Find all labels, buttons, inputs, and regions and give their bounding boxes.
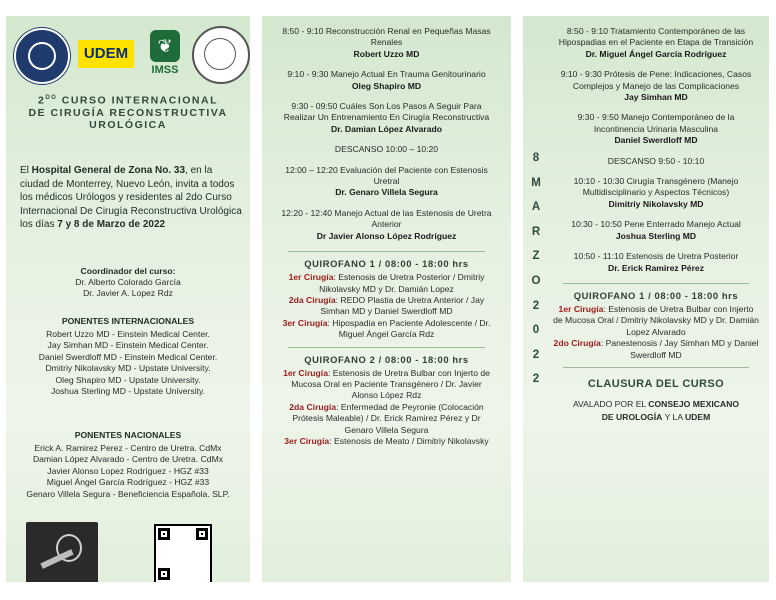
urology-college-seal-icon xyxy=(192,26,250,84)
surgery-label: 1er Cirugía xyxy=(558,303,604,314)
coordinator-block xyxy=(6,266,250,300)
talk-title: 9:10 - 9:30 Manejo Actual En Trauma Genitourinario xyxy=(287,69,486,80)
speaker-item: Damian López Alvarado - Centro de Uretra. CdMx xyxy=(32,454,224,465)
surgery-item xyxy=(278,436,495,447)
talk-item xyxy=(553,112,759,146)
talk-title: 9:10 - 9:30 Prótesis de Pene: Indicaciones, Casos Complejos y Manejo de las Complicaciones xyxy=(560,69,752,91)
vertical-date-char: A xyxy=(531,201,541,214)
surgery-item xyxy=(278,402,495,436)
surgery-item xyxy=(553,338,759,361)
talk-title: 12:00 – 12:20 Evaluación del Paciente con Estenosis Uretral xyxy=(285,164,488,187)
course-dates: 7 y 8 de Marzo de 2022 xyxy=(57,219,166,230)
national-heading: PONENTES NACIONALES xyxy=(74,430,182,440)
speaker-item: Robert Uzzo MD - Einstein Medical Center. xyxy=(46,329,210,339)
intro-part-1: El xyxy=(20,165,32,176)
course-title xyxy=(6,92,250,131)
day2-program-panel xyxy=(523,16,769,582)
title-line-3: UROLÓGICA xyxy=(89,118,167,131)
speaker-item: Genaro Villela Segura - Beneficiencia Española. SLP. xyxy=(26,488,230,499)
talk-item xyxy=(553,251,759,274)
endorsement-part: Y LA xyxy=(662,411,685,422)
endorsement-org: UDEM xyxy=(684,411,711,422)
quirofano-heading: QUIROFANO 2 / 08:00 - 18:00 hrs xyxy=(304,353,469,365)
talk-title: 10:30 - 10:50 Pene Enterrado Manejo Actual xyxy=(571,219,741,230)
break-time: DESCANSO 9:50 - 10:10 xyxy=(607,155,705,166)
talk-speaker: Dr Javier Alonso López Rodríguez xyxy=(316,230,457,241)
surgery-label: 2do Cirugía xyxy=(553,338,601,349)
talk-title: 10:50 - 11:10 Estenosis de Uretra Posterior xyxy=(573,251,739,262)
vertical-date-char: M xyxy=(531,176,541,189)
surgery-text: : REDO Plastia de Uretra Anterior / Jay Simhan MD y Daniel Swerdloff MD xyxy=(320,294,485,317)
talk-item xyxy=(278,165,495,199)
surgery-text: : Hipospadia en Paciente Adolescente / Dr. Miguel Ángel García Rdz xyxy=(327,317,491,340)
speaker-item: Jay Simhan MD - Einstein Medical Center. xyxy=(47,340,209,351)
talk-item xyxy=(553,69,759,103)
surgery-label: 2da Cirugía xyxy=(289,401,337,412)
national-speakers xyxy=(6,430,250,500)
surgery-item xyxy=(553,304,759,338)
hospital-seal-icon xyxy=(14,28,70,84)
talk-speaker: Joshua Sterling MD xyxy=(615,230,697,241)
divider xyxy=(563,283,749,284)
vertical-date-char: R xyxy=(531,225,541,238)
surgery-text: : Estenosis de Uretra Posterior / Dmitriy Nikolavsky MD y Dr. Damián Lopez xyxy=(319,272,485,294)
talk-speaker: Robert Uzzo MD xyxy=(353,48,420,59)
quirofano-heading: QUIROFANO 1 / 08:00 - 18:00 hrs xyxy=(573,289,739,301)
surgery-label: 2da Cirugía xyxy=(288,294,336,305)
coordinator-name: Dr. Alberto Colorado García xyxy=(75,277,181,287)
speaker-item: Daniel Swerdloff MD - Einstein Medical Center. xyxy=(38,351,218,362)
surgery-label: 3er Cirugía xyxy=(284,435,330,446)
surgery-item xyxy=(278,295,495,318)
coordinator-heading: Coordinador del curso: xyxy=(80,266,176,276)
divider xyxy=(288,251,485,252)
break-time: DESCANSO 10:00 – 10:20 xyxy=(334,144,439,155)
vertical-date-char: 2 xyxy=(532,348,540,361)
surgery-text: : Panestenosis / Jay Simhan MD y Daniel Swerdloff MD xyxy=(600,338,759,360)
closing-title: CLAUSURA DEL CURSO xyxy=(587,377,725,390)
surgery-text: : Estenosis de Uretra Bulbar con Injerto de Mucosa Oral en Paciente Transgénero / Dr. Javier Alonso López Rdz xyxy=(291,367,490,401)
surgery-item xyxy=(278,272,495,295)
talk-speaker: Jay Simhan MD xyxy=(624,92,688,103)
surgery-label: 3er Cirugía xyxy=(282,317,328,328)
quirofano-heading: QUIROFANO 1 / 08:00 - 18:00 hrs xyxy=(304,258,469,270)
surgery-text: : Estenosis de Meato / Dimitriy Nikolavsky xyxy=(329,435,489,446)
talks-list xyxy=(262,26,511,447)
talk-title: 8:50 - 9:10 Reconstrucción Renal en Pequeñas Masas Renales xyxy=(282,26,491,48)
divider xyxy=(288,347,485,348)
vertical-date-char: O xyxy=(531,274,541,287)
talk-title: 12:20 - 12:40 Manejo Actual de las Estenosis de Uretra Anterior xyxy=(281,207,492,230)
speaker-item: Miguel Ángel García Rodríguez - HGZ #33 xyxy=(46,477,210,488)
speaker-item: Erick A. Ramirez Perez - Centro de Uretra. CdMx xyxy=(34,443,222,453)
endorsement-org: CONSEJO MEXICANO xyxy=(648,398,740,409)
coordinator-name: Dr. Javier A. Lopez Rdz xyxy=(83,288,173,299)
imss-emblem-icon: ❦ xyxy=(150,30,180,62)
talk-title: 10:10 - 10:30 Cirugía Transgénero (Manejo Multidisciplinario y Aspectos Técnicos) xyxy=(573,176,739,198)
hospital-name: Hospital General de Zona No. 33 xyxy=(31,165,186,176)
surgery-item xyxy=(278,318,495,341)
title-number: 2 xyxy=(37,94,46,107)
udem-logo: UDEM xyxy=(78,40,134,68)
speaker-item: Oleg Shapiro MD - Upstate University. xyxy=(55,374,201,385)
talk-speaker: Dr. Damian López Alvarado xyxy=(331,123,442,134)
surgery-text: : Enfermedad de Peyronie (Colocación Prótesis Maleable) / Dr. Erick Ramirez Pérez y Dr Genaro Villela Segura xyxy=(292,401,484,435)
speaker-item: Dmitriy Nikolavsky MD - Upstate University. xyxy=(45,363,211,374)
title-line-1: CURSO INTERNACIONAL xyxy=(61,94,218,107)
talk-title: 9:30 - 9:50 Manejo Contemporáneo de la Incontinencia Urinaria Masculina xyxy=(577,112,735,134)
talk-item xyxy=(278,69,495,92)
title-ordinal: DO xyxy=(45,95,58,101)
endorsement-org: DE UROLOGÍA xyxy=(601,411,663,422)
surgery-label: 1er Cirugía xyxy=(283,367,328,378)
surgery-label: 1er Cirugía xyxy=(288,272,334,283)
break-item xyxy=(553,156,759,167)
break-item xyxy=(278,144,495,155)
talk-item xyxy=(278,208,495,242)
talk-speaker: Dr. Genaro Villela Segura xyxy=(335,187,438,198)
qr-code-icon[interactable] xyxy=(154,524,212,582)
endorsement-text xyxy=(553,398,759,424)
imss-logo-text: IMSS xyxy=(151,64,179,76)
vertical-date-char: Z xyxy=(532,250,540,263)
talks-list xyxy=(523,26,769,424)
divider xyxy=(563,367,749,368)
talk-item xyxy=(553,219,759,242)
speaker-item: Javier Alonso Lopez Rodríguez - HGZ #33 xyxy=(47,465,209,476)
talk-speaker: Daniel Swerdloff MD xyxy=(614,135,698,146)
day1-program-panel xyxy=(262,16,511,582)
talk-item xyxy=(553,176,759,210)
talk-speaker: Oleg Shapiro MD xyxy=(351,80,422,91)
talk-speaker: Dr. Erick Ramirez Pérez xyxy=(607,262,705,273)
talk-title: 8:50 - 9:10 Tratamiento Contemporáneo de las Hipospadias en el Paciente en Etapa de Transición xyxy=(558,26,754,48)
speaker-item: Joshua Sterling MD - Upstate University. xyxy=(50,386,206,397)
endorsement-part: AVALADO POR EL xyxy=(572,398,649,409)
vertical-date-char: 2 xyxy=(532,299,540,312)
vertical-date-char: 8 xyxy=(532,152,540,164)
title-line-2: DE CIRUGÍA RECONSTRUCTIVA xyxy=(28,106,228,119)
medical-image xyxy=(26,522,98,582)
invitation-text xyxy=(20,164,242,232)
talk-speaker: Dimitriy Nikolavsky MD xyxy=(608,198,704,209)
international-speakers xyxy=(6,316,250,397)
surgery-item xyxy=(278,368,495,402)
vertical-date-char: 2 xyxy=(532,373,540,386)
imss-logo xyxy=(144,30,186,78)
intro-part-3: , en la ciudad de Monterrey, Nuevo León, invita a todos los médicos Urólogos y residentes al 2do Curso Internacional De Cirugía Reconstructiva Urológica los días xyxy=(20,165,242,230)
logo-row xyxy=(6,26,250,86)
talk-speaker: Dr. Miguel Ángel García Rodríguez xyxy=(585,48,727,59)
talk-item xyxy=(278,26,495,60)
cover-panel xyxy=(6,16,250,582)
vertical-date-char: 0 xyxy=(532,324,540,337)
talk-title: 9:30 - 09:50 Cuáles Son Los Pasos A Seguir Para Realizar Un Entrenamiento En Cirugía Reconstructiva xyxy=(283,101,490,123)
talk-item xyxy=(278,101,495,135)
surgery-text: : Estenosis de Uretra Bulbar con Injerto de Mucosa Oral / Dmitriy Nikolavsky MD y Dr. Damián Lopez Alvarado xyxy=(553,303,759,337)
international-heading: PONENTES INTERNACIONALES xyxy=(61,316,195,326)
talk-item xyxy=(553,26,759,60)
